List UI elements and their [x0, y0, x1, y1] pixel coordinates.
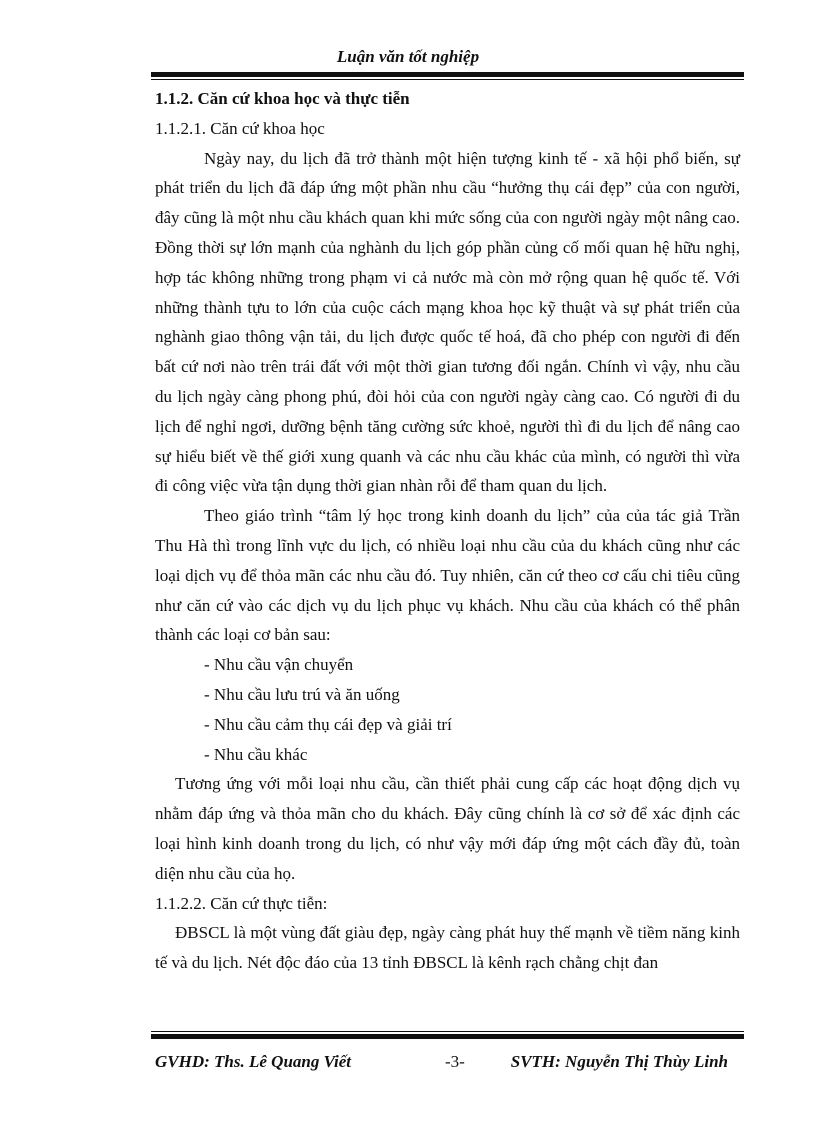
subsection-heading-1: 1.1.2.1. Căn cứ khoa học [155, 118, 325, 138]
footer-student: SVTH: Nguyễn Thị Thùy Linh [510, 1052, 728, 1071]
list-item: - Nhu cầu vận chuyển [204, 655, 354, 675]
list-item: - Nhu cầu lưu trú và ăn uống [204, 684, 400, 704]
footer-rule [151, 1031, 744, 1039]
list-item: - Nhu cầu cảm thụ cái đẹp và giải trí [204, 714, 452, 734]
paragraph-4: ĐBSCL là một vùng đất giàu đẹp, ngày càng phát huy thế mạnh về tiềm năng kinh tế và du lịch. Nét độc đáo của 13 tỉnh ĐBSCL là kênh rạch chằng chịt đan [155, 923, 740, 973]
section-heading: 1.1.2. Căn cứ khoa học và thực tiễn [155, 89, 410, 108]
footer-rule-thick [151, 1034, 744, 1039]
page-number: -3- [445, 1052, 465, 1071]
header-rule-thin [151, 79, 744, 80]
header-rule-thick [151, 72, 744, 77]
paragraph-3: Tương ứng với mỗi loại nhu cầu, cần thiết phải cung cấp các hoạt động dịch vụ nhằm đáp ứng và thỏa mãn cho du khách. Đây cũng chính là cơ sở để xác định các loại hình kinh doanh trong du lịch, có như vậy mới đáp ứng một cách đầy đủ, toàn diện nhu cầu của họ. [155, 774, 740, 883]
page-footer [155, 1052, 740, 1076]
paragraph-2: Theo giáo trình “tâm lý học trong kinh doanh du lịch” của của tác giả Trần Thu Hà thì trong lĩnh vực du lịch, có nhiều loại nhu cầu của du khách cũng như các loại dịch vụ để thỏa mãn các nhu cầu đó. Tuy nhiên, căn cứ theo cơ cấu chi tiêu cũng như căn cứ vào các dịch vụ du lịch phục vụ khách. Nhu cầu của khách có thể phân thành các loại cơ bản sau: [155, 506, 740, 645]
paragraph-1: Ngày nay, du lịch đã trở thành một hiện tượng kinh tế - xã hội phổ biến, sự phát triển du lịch đã đáp ứng một phần nhu cầu “hưởng thụ cái đẹp” của con người, đây cũng là một nhu cầu khách quan khi mức sống của con người ngày một nâng cao. Đồng thời sự lớn mạnh của nghành du lịch góp phần củng cố mối quan hệ hữu nghị, hợp tác không những trong phạm vi cả nước mà còn mở rộng quan hệ quốc tế. Với những thành tựu to lớn của cuộc cách mạng khoa học kỹ thuật và sự phát triển của nghành giao thông vận tải, du lịch được quốc tế hoá, đã cho phép con người đi đến bất cứ nơi nào trên trái đất với một thời gian tương đối ngắn. Chính vì vậy, nhu cầu du lịch ngày càng phong phú, đòi hỏi của con người ngày càng cao. Có người đi du lịch để nghỉ ngơi, dưỡng bệnh tăng cường sức khoẻ, người thì đi du lịch để nâng cao sự hiểu biết về thế giới xung quanh và các nhu cầu khác của mình, có người thì vừa đi công việc vừa tận dụng thời gian nhàn rỗi để tham quan du lịch. [155, 148, 740, 496]
subsection-heading-2: 1.1.2.2. Căn cứ thực tiễn: [155, 893, 328, 913]
header-rule [151, 72, 744, 80]
footer-advisor: GVHD: Ths. Lê Quang Viết [155, 1052, 351, 1071]
list-item: - Nhu cầu khác [204, 744, 308, 764]
page-body [155, 84, 740, 978]
footer-rule-thin [151, 1031, 744, 1032]
running-header: Luận văn tốt nghiệp [336, 47, 480, 66]
